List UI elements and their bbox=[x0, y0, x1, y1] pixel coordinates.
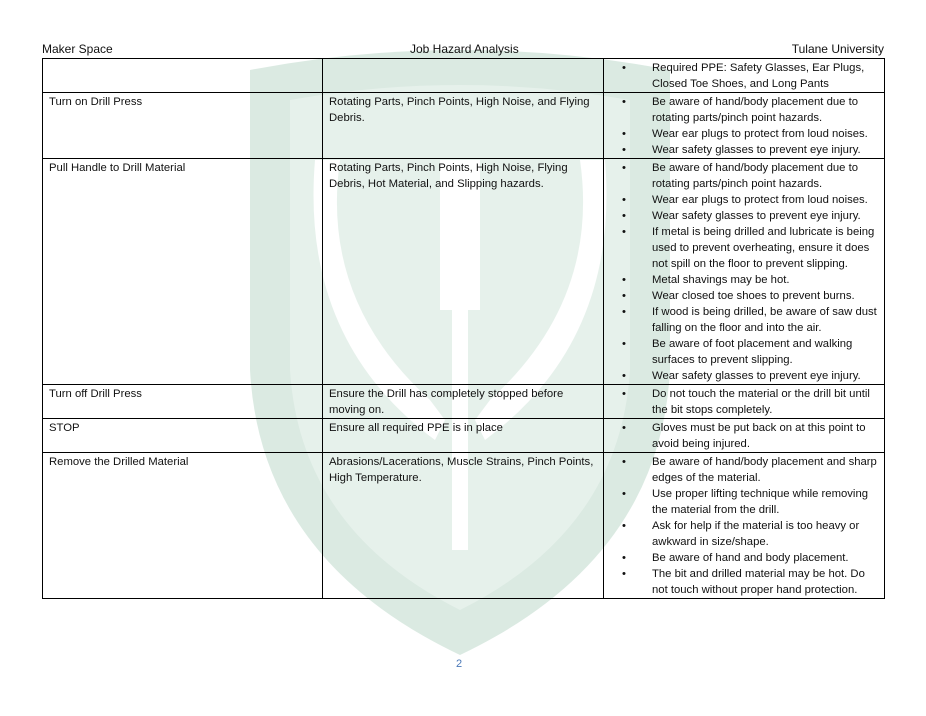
header-center: Job Hazard Analysis bbox=[410, 42, 519, 56]
table-row bbox=[43, 93, 885, 159]
list-item: • The bit and drilled material may be hot. Do not touch without proper hand protection. bbox=[610, 566, 878, 598]
job-step-cell: Remove the Drilled Material bbox=[43, 453, 323, 599]
header-right: Tulane University bbox=[791, 42, 884, 56]
list-item: • Wear safety glasses to prevent eye injury. bbox=[610, 368, 878, 384]
hazards-cell: Abrasions/Lacerations, Muscle Strains, Pinch Points, High Temperature. bbox=[323, 453, 604, 599]
list-item: • Ask for help if the material is too heavy or awkward in size/shape. bbox=[610, 518, 878, 550]
page-header bbox=[42, 42, 884, 58]
list-item: • Wear safety glasses to prevent eye injury. bbox=[610, 142, 878, 158]
table-row bbox=[43, 453, 885, 599]
table-row bbox=[43, 385, 885, 419]
hazards-cell: Ensure all required PPE is in place bbox=[323, 419, 604, 453]
list-item: • If metal is being drilled and lubricate is being used to prevent overheating, ensure it does not spill on the floor to prevent slipping. bbox=[610, 224, 878, 272]
list-item: • Metal shavings may be hot. bbox=[610, 272, 878, 288]
job-step-cell bbox=[43, 59, 323, 93]
list-item: • Wear ear plugs to protect from loud noises. bbox=[610, 192, 878, 208]
controls-list bbox=[610, 420, 878, 452]
list-item: • Be aware of hand/body placement and sharp edges of the material. bbox=[610, 454, 878, 486]
controls-cell bbox=[604, 93, 885, 159]
controls-list bbox=[610, 454, 878, 598]
controls-list bbox=[610, 386, 878, 418]
list-item: • Do not touch the material or the drill bit until the bit stops completely. bbox=[610, 386, 878, 418]
list-item: • Use proper lifting technique while removing the material from the drill. bbox=[610, 486, 878, 518]
list-item: • Wear ear plugs to protect from loud noises. bbox=[610, 126, 878, 142]
controls-list bbox=[610, 60, 878, 92]
list-item: • Required PPE: Safety Glasses, Ear Plugs, Closed Toe Shoes, and Long Pants bbox=[610, 60, 878, 92]
list-item: • Wear closed toe shoes to prevent burns. bbox=[610, 288, 878, 304]
list-item: • Be aware of hand and body placement. bbox=[610, 550, 878, 566]
page-number: 2 bbox=[456, 658, 463, 670]
job-step-cell: Pull Handle to Drill Material bbox=[43, 159, 323, 385]
list-item: • Wear safety glasses to prevent eye injury. bbox=[610, 208, 878, 224]
controls-cell bbox=[604, 59, 885, 93]
job-step-cell: STOP bbox=[43, 419, 323, 453]
list-item: • Be aware of foot placement and walking surfaces to prevent slipping. bbox=[610, 336, 878, 368]
header-left: Maker Space bbox=[42, 42, 113, 56]
hazards-cell: Rotating Parts, Pinch Points, High Noise, Flying Debris, Hot Material, and Slipping hazards. bbox=[323, 159, 604, 385]
list-item: • Be aware of hand/body placement due to rotating parts/pinch point hazards. bbox=[610, 160, 878, 192]
controls-list bbox=[610, 94, 878, 158]
hazards-cell: Rotating Parts, Pinch Points, High Noise, and Flying Debris. bbox=[323, 93, 604, 159]
list-item: • Gloves must be put back on at this point to avoid being injured. bbox=[610, 420, 878, 452]
hazards-cell: Ensure the Drill has completely stopped before moving on. bbox=[323, 385, 604, 419]
table-row bbox=[43, 419, 885, 453]
job-step-cell: Turn on Drill Press bbox=[43, 93, 323, 159]
controls-list bbox=[610, 160, 878, 384]
controls-cell bbox=[604, 453, 885, 599]
list-item: • Be aware of hand/body placement due to rotating parts/pinch point hazards. bbox=[610, 94, 878, 126]
hazard-table bbox=[42, 58, 885, 599]
table-row bbox=[43, 59, 885, 93]
controls-cell bbox=[604, 159, 885, 385]
hazards-cell bbox=[323, 59, 604, 93]
table-row bbox=[43, 159, 885, 385]
job-step-cell: Turn off Drill Press bbox=[43, 385, 323, 419]
controls-cell bbox=[604, 385, 885, 419]
list-item: • If wood is being drilled, be aware of saw dust falling on the floor and into the air. bbox=[610, 304, 878, 336]
controls-cell bbox=[604, 419, 885, 453]
